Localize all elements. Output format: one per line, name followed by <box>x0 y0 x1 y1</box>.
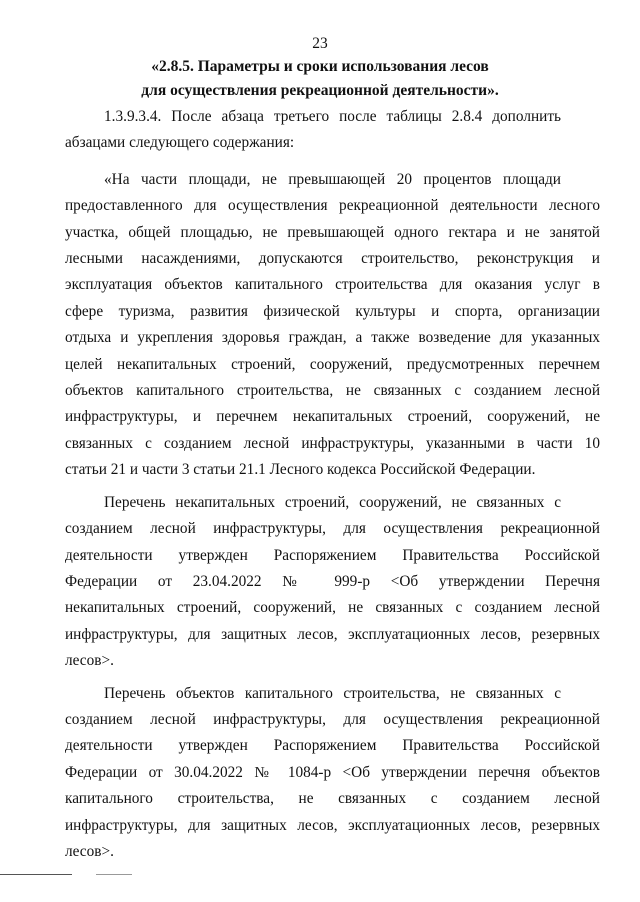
section-heading-line-1: «2.8.5. Параметры и сроки использования лесов <box>151 58 489 75</box>
footer-rule-short <box>96 874 132 875</box>
text-line: 1.3.9.3.4. После абзаца третьего после таблицы 2.8.4 дополнить <box>104 108 561 125</box>
paragraph-amendment-intro <box>65 104 600 157</box>
text-line: сфере туризма, развития физической культуры и спорта, организации <box>65 302 600 320</box>
text-line: целей некапитальных строений, сооружений, предусмотренных перечнем <box>65 355 600 373</box>
body-text <box>65 104 600 865</box>
text-line: лесными насаждениями, допускаются строительство, реконструкция и <box>65 250 600 268</box>
text-line: Перечень некапитальных строений, сооружений, не связанных с <box>104 493 561 511</box>
text-line: участка, общей площадью, не превышающей одного гектара и не занятой <box>65 223 600 241</box>
text-line: связанных с созданием лесной инфраструктуры, указанными в части 10 <box>65 434 600 452</box>
text-line: статьи 21 и части 3 статьи 21.1 Лесного кодекса Российской Федерации. <box>65 461 536 479</box>
text-line: лесов>. <box>65 842 114 860</box>
text-line: капитального строительства, не связанных с созданием лесной <box>65 790 600 808</box>
paragraph-quoted-rule <box>65 167 600 484</box>
text-line: инфраструктуры, для защитных лесов, эксплуатационных лесов, резервных <box>65 625 600 643</box>
text-line: некапитальных строений, сооружений, не связанных с созданием лесной <box>65 599 600 617</box>
text-line: деятельности утвержден Распоряжением Правительства Российской <box>65 737 600 755</box>
text-line: Перечень объектов капитального строительства, не связанных с <box>104 684 561 702</box>
text-line: «На части площади, не превышающей 20 процентов площади <box>104 170 561 188</box>
text-line: деятельности утвержден Распоряжением Правительства Российской <box>65 546 600 564</box>
text-line: объектов капитального строительства, не связанных с созданием лесной <box>65 382 600 400</box>
paragraph-capital-list <box>65 681 600 866</box>
text-line: лесов>. <box>65 652 114 670</box>
paragraph-noncapital-list <box>65 490 600 675</box>
paragraph-gap <box>104 157 600 167</box>
section-heading-line-2: для осуществления рекреационной деятельности». <box>141 82 499 99</box>
page-number: 23 <box>312 35 328 52</box>
text-line: Федерации от 23.04.2022 № 999-р <Об утверждении Перечня <box>65 572 600 590</box>
text-line: созданием лесной инфраструктуры, для осуществления рекреационной <box>65 520 600 538</box>
text-line: предоставленного для осуществления рекреационной деятельности лесного <box>65 197 600 215</box>
text-line: абзацами следующего содержания: <box>65 134 295 152</box>
text-line: инфраструктуры, для защитных лесов, эксплуатационных лесов, резервных <box>65 816 600 834</box>
text-line: созданием лесной инфраструктуры, для осуществления рекреационной <box>65 710 600 728</box>
text-line: Федерации от 30.04.2022 № 1084-р <Об утверждении перечня объектов <box>65 763 600 781</box>
text-line: отдыха и укрепления здоровья граждан, а также возведение для указанных <box>65 329 600 347</box>
footer-rule <box>0 874 72 875</box>
text-line: инфраструктуры, и перечнем некапитальных строений, сооружений, не <box>65 408 600 426</box>
text-line: эксплуатация объектов капитального строительства для оказания услуг в <box>65 276 600 294</box>
